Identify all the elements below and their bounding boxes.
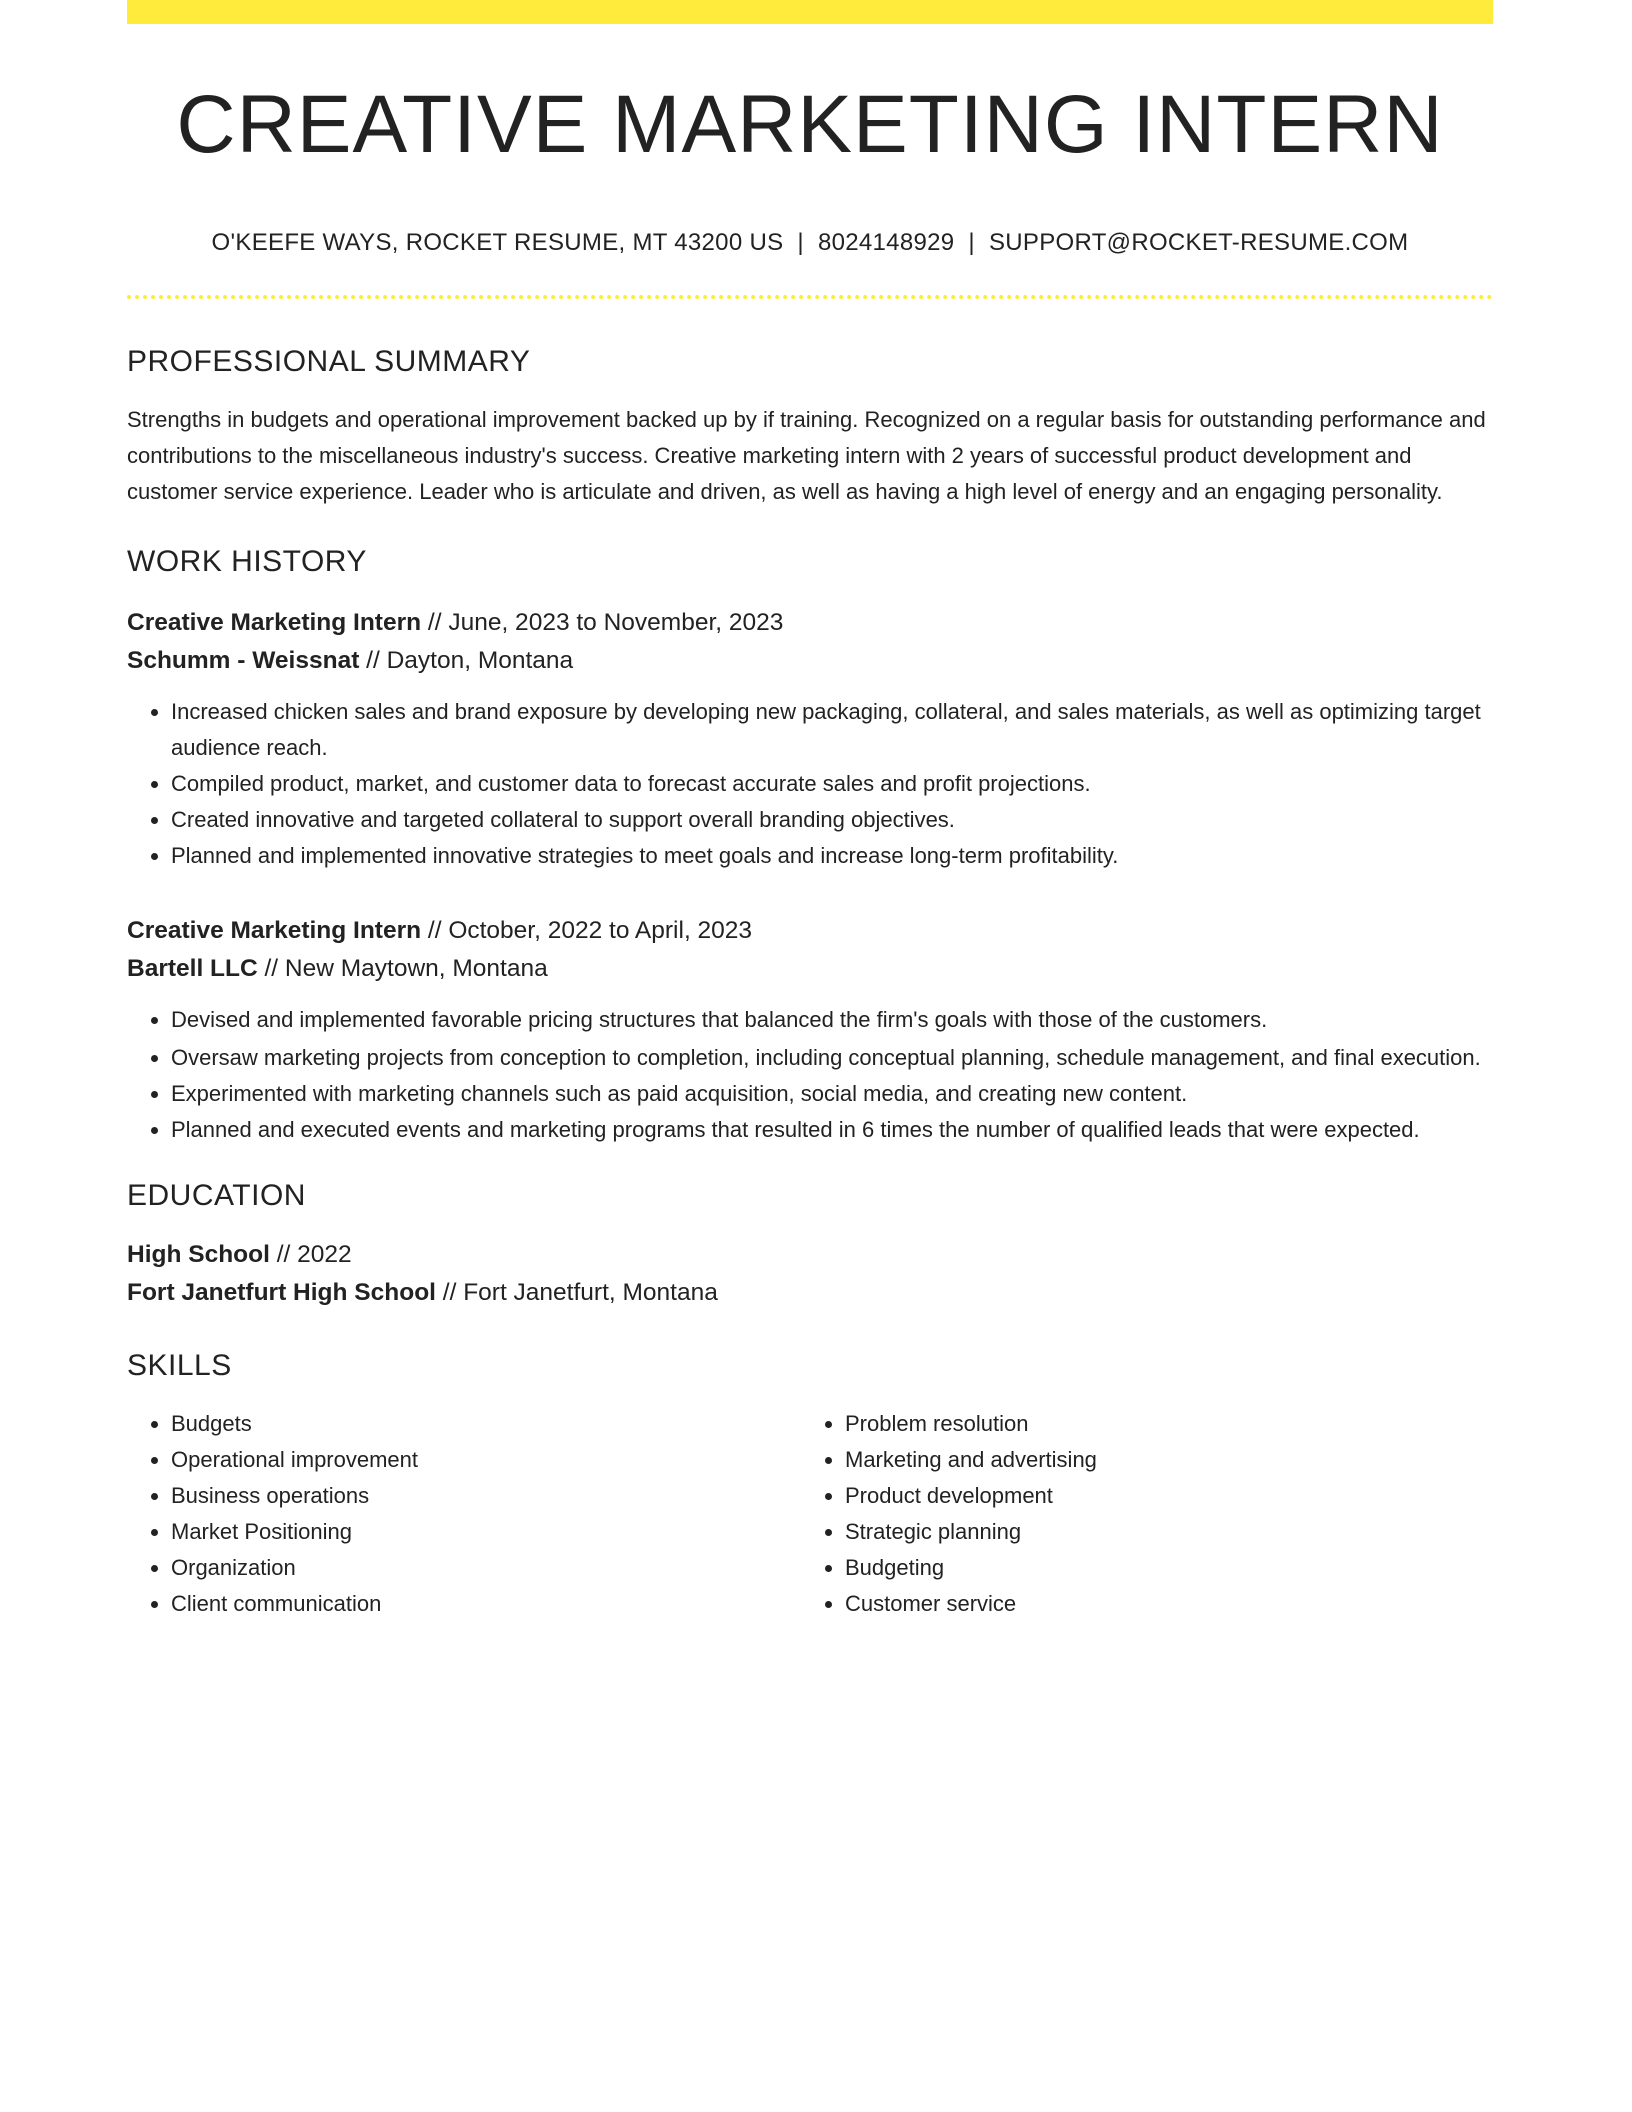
resume-page [127,0,1493,1622]
job-bullet: • Devised and implemented favorable pricing structures that balanced the firm's goals with those of the customers. [171,1002,1493,1038]
education-degree-line [127,1236,1493,1274]
skill-item: • Budgets [171,1406,801,1442]
job-bullets [127,694,1493,874]
job-bullets [127,1002,1493,1148]
skill-item: • Business operations [171,1478,801,1514]
job-company: Bartell LLC [127,954,258,982]
job-bullet: • Experimented with marketing channels such as paid acquisition, social media, and creating new content. [171,1076,1493,1112]
job-title-line [127,912,1493,950]
contact-separator: | [968,229,975,256]
contact-phone: 8024148929 [817,229,955,256]
job-role: Creative Marketing Intern [127,608,422,636]
job-role: Creative Marketing Intern [127,916,422,944]
job-company: Schumm - Weissnat [127,646,360,674]
job-location: // Dayton, Montana [359,646,574,674]
job-bullet: • Oversaw marketing projects from conception to completion, including conceptual planning, schedule management, and final execution. [171,1040,1493,1076]
job-entry [127,912,1493,1148]
skill-item: • Organization [171,1550,801,1586]
job-dates: // June, 2023 to November, 2023 [421,608,784,636]
skills-list-right [801,1406,1475,1622]
summary-heading: PROFESSIONAL SUMMARY [127,344,531,378]
job-dates: // October, 2022 to April, 2023 [421,916,753,944]
skills-heading: SKILLS [127,1348,232,1382]
dotted-divider [127,295,1493,299]
skill-item: • Product development [845,1478,1475,1514]
skills-columns [127,1406,1493,1622]
contact-line [127,229,1493,258]
education-school-line [127,1274,1493,1312]
skill-item: • Customer service [845,1586,1475,1622]
skill-item: • Client communication [171,1586,801,1622]
job-location: // New Maytown, Montana [257,954,548,982]
job-bullet: • Planned and implemented innovative strategies to meet goals and increase long-term profitability. [171,838,1493,874]
skills-list-left [127,1406,801,1622]
contact-address: O'KEEFE WAYS, ROCKET RESUME, MT 43200 US [211,229,784,256]
accent-top-bar [127,0,1493,24]
education-degree: High School [127,1240,270,1268]
education-year: // 2022 [269,1240,352,1268]
education-school: Fort Janetfurt High School [127,1278,436,1306]
skill-item: • Problem resolution [845,1406,1475,1442]
skill-item: • Market Positioning [171,1514,801,1550]
education-location: // Fort Janetfurt, Montana [435,1278,718,1306]
skill-item: • Budgeting [845,1550,1475,1586]
job-company-line [127,950,1493,988]
job-title-line [127,604,1493,642]
education-entry [127,1236,1493,1312]
contact-separator: | [797,229,804,256]
work-history-heading: WORK HISTORY [127,544,367,578]
candidate-name: CREATIVE MARKETING INTERN [176,79,1444,170]
education-heading: EDUCATION [127,1178,306,1212]
job-bullet: • Created innovative and targeted collateral to support overall branding objectives. [171,802,1493,838]
skill-item: • Strategic planning [845,1514,1475,1550]
summary-text: Strengths in budgets and operational improvement backed up by if training. Recognized on a regular basis for outstanding performance and contributions to the miscellaneous industry's success. Creative marketing intern with 2 years of successful product development and customer service experience. Leader who is articulate and driven, as well as having a high level of energy and an engaging personality. [127,406,1486,504]
job-bullet: • Planned and executed events and marketing programs that resulted in 6 times the number of qualified leads that were expected. [171,1112,1493,1148]
job-bullet: • Compiled product, market, and customer data to forecast accurate sales and profit projections. [171,766,1493,802]
skill-item: • Marketing and advertising [845,1442,1475,1478]
job-company-line [127,642,1493,680]
skill-item: • Operational improvement [171,1442,801,1478]
job-bullet: • Increased chicken sales and brand exposure by developing new packaging, collateral, and sales materials, as well as optimizing target audience reach. [171,694,1493,766]
job-entry [127,604,1493,874]
contact-email: SUPPORT@ROCKET-RESUME.COM [988,229,1409,256]
